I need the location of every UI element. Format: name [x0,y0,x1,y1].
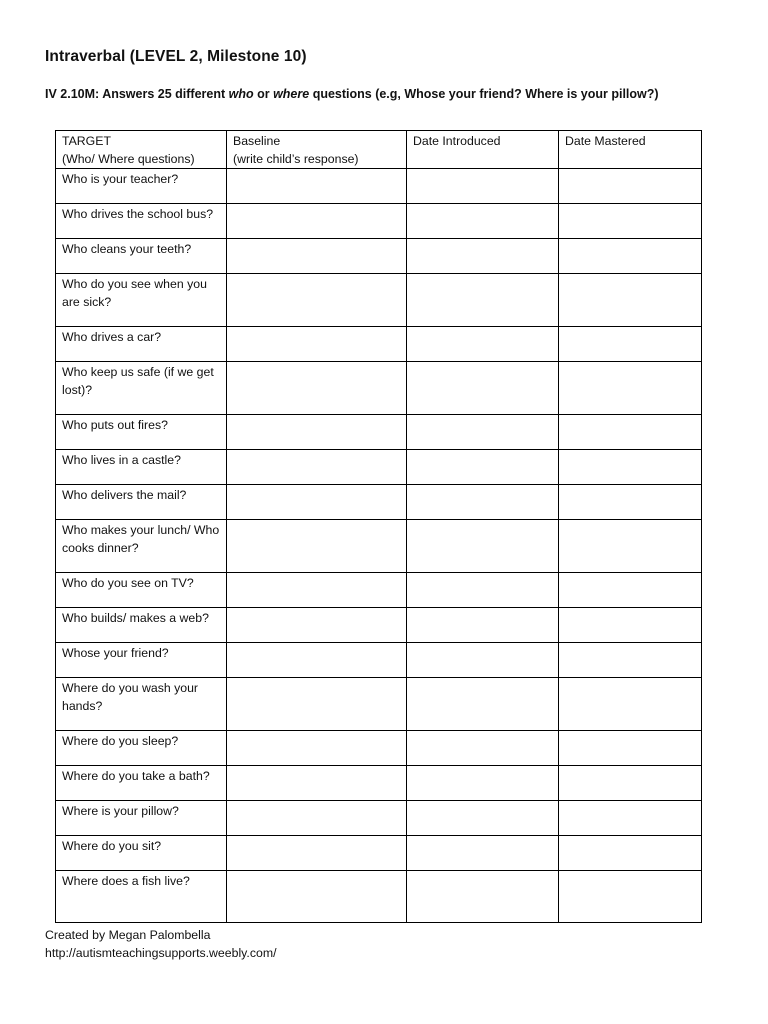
table-row [56,415,702,450]
table-row [56,766,702,801]
target-cell: Who puts out fires? [56,415,227,450]
baseline-cell[interactable] [227,169,407,204]
baseline-cell[interactable] [227,362,407,415]
table-row [56,274,702,327]
date-mastered-cell[interactable] [559,204,702,239]
date-introduced-cell[interactable] [407,327,559,362]
baseline-cell[interactable] [227,204,407,239]
baseline-cell[interactable] [227,415,407,450]
baseline-cell[interactable] [227,608,407,643]
date-mastered-cell[interactable] [559,766,702,801]
target-cell: Who drives the school bus? [56,204,227,239]
baseline-cell[interactable] [227,485,407,520]
target-cell: Who cleans your teeth? [56,239,227,274]
date-introduced-cell[interactable] [407,836,559,871]
baseline-cell[interactable] [227,327,407,362]
baseline-cell[interactable] [227,678,407,731]
table-row [56,731,702,766]
target-cell: Who do you see on TV? [56,573,227,608]
header-date-introduced-label: Date Introduced [413,134,501,148]
date-introduced-cell[interactable] [407,274,559,327]
target-cell: Where do you sit? [56,836,227,871]
date-introduced-cell[interactable] [407,608,559,643]
tracking-table-body [56,131,702,923]
header-date-mastered-label: Date Mastered [565,134,646,148]
target-cell: Where does a fish live? [56,871,227,923]
date-introduced-cell[interactable] [407,169,559,204]
table-row [56,520,702,573]
date-mastered-cell[interactable] [559,520,702,573]
table-row [56,643,702,678]
table-row [56,801,702,836]
footer [45,927,276,962]
table-row [56,327,702,362]
footer-url[interactable]: http://autismteachingsupports.weebly.com/ [45,945,277,960]
header-baseline-line1: Baseline [233,134,281,148]
table-row [56,204,702,239]
date-mastered-cell[interactable] [559,731,702,766]
target-cell: Whose your friend? [56,643,227,678]
table-row [56,239,702,274]
baseline-cell[interactable] [227,274,407,327]
date-mastered-cell[interactable] [559,871,702,923]
table-row [56,362,702,415]
date-introduced-cell[interactable] [407,678,559,731]
subtitle-suffix: questions (e.g, Whose your friend? Where is your pillow?) [309,87,659,101]
date-mastered-cell[interactable] [559,485,702,520]
date-introduced-cell[interactable] [407,450,559,485]
footer-author: Created by Megan Palombella [45,928,211,942]
date-mastered-cell[interactable] [559,801,702,836]
table-row [56,169,702,204]
header-baseline-line2: (write child’s response) [233,151,359,166]
table-row [56,608,702,643]
milestone-description [45,87,659,101]
header-target-line2: (Who/ Where questions) [62,151,195,166]
target-cell: Who keep us safe (if we get lost)? [56,362,227,415]
target-cell: Where is your pillow? [56,801,227,836]
table-row [56,678,702,731]
date-introduced-cell[interactable] [407,871,559,923]
target-cell: Who do you see when you are sick? [56,274,227,327]
table-row [56,573,702,608]
table-row [56,871,702,923]
date-introduced-cell[interactable] [407,731,559,766]
baseline-cell[interactable] [227,766,407,801]
date-mastered-cell[interactable] [559,573,702,608]
date-mastered-cell[interactable] [559,239,702,274]
table-header-row [56,131,702,169]
header-baseline [227,131,407,169]
header-date-introduced [407,131,559,169]
subtitle-prefix: IV 2.10M: Answers 25 different [45,87,229,101]
date-introduced-cell[interactable] [407,415,559,450]
date-introduced-cell[interactable] [407,766,559,801]
date-mastered-cell[interactable] [559,415,702,450]
baseline-cell[interactable] [227,801,407,836]
baseline-cell[interactable] [227,731,407,766]
date-mastered-cell[interactable] [559,274,702,327]
date-mastered-cell[interactable] [559,450,702,485]
date-introduced-cell[interactable] [407,204,559,239]
date-mastered-cell[interactable] [559,643,702,678]
date-mastered-cell[interactable] [559,608,702,643]
baseline-cell[interactable] [227,871,407,923]
tracking-table [55,130,702,923]
header-target-line1: TARGET [62,134,111,148]
baseline-cell[interactable] [227,450,407,485]
target-cell: Where do you wash your hands? [56,678,227,731]
target-cell: Who builds/ makes a web? [56,608,227,643]
header-date-mastered [559,131,702,169]
table-row [56,836,702,871]
date-introduced-cell[interactable] [407,520,559,573]
date-mastered-cell[interactable] [559,327,702,362]
date-introduced-cell[interactable] [407,643,559,678]
page-title: Intraverbal (LEVEL 2, Milestone 10) [45,48,307,65]
baseline-cell[interactable] [227,573,407,608]
table-row [56,485,702,520]
date-mastered-cell[interactable] [559,836,702,871]
baseline-cell[interactable] [227,836,407,871]
baseline-cell[interactable] [227,643,407,678]
target-cell: Who delivers the mail? [56,485,227,520]
target-cell: Where do you sleep? [56,731,227,766]
date-introduced-cell[interactable] [407,485,559,520]
target-cell: Who makes your lunch/ Who cooks dinner? [56,520,227,573]
date-mastered-cell[interactable] [559,169,702,204]
subtitle-or: or [253,87,274,101]
header-target [56,131,227,169]
date-introduced-cell[interactable] [407,362,559,415]
baseline-cell[interactable] [227,520,407,573]
date-mastered-cell[interactable] [559,678,702,731]
target-cell: Who is your teacher? [56,169,227,204]
date-introduced-cell[interactable] [407,801,559,836]
target-cell: Who drives a car? [56,327,227,362]
date-mastered-cell[interactable] [559,362,702,415]
target-cell: Who lives in a castle? [56,450,227,485]
table-row [56,450,702,485]
baseline-cell[interactable] [227,239,407,274]
date-introduced-cell[interactable] [407,573,559,608]
subtitle-where: where [273,87,310,101]
subtitle-who: who [228,87,254,101]
target-cell: Where do you take a bath? [56,766,227,801]
date-introduced-cell[interactable] [407,239,559,274]
